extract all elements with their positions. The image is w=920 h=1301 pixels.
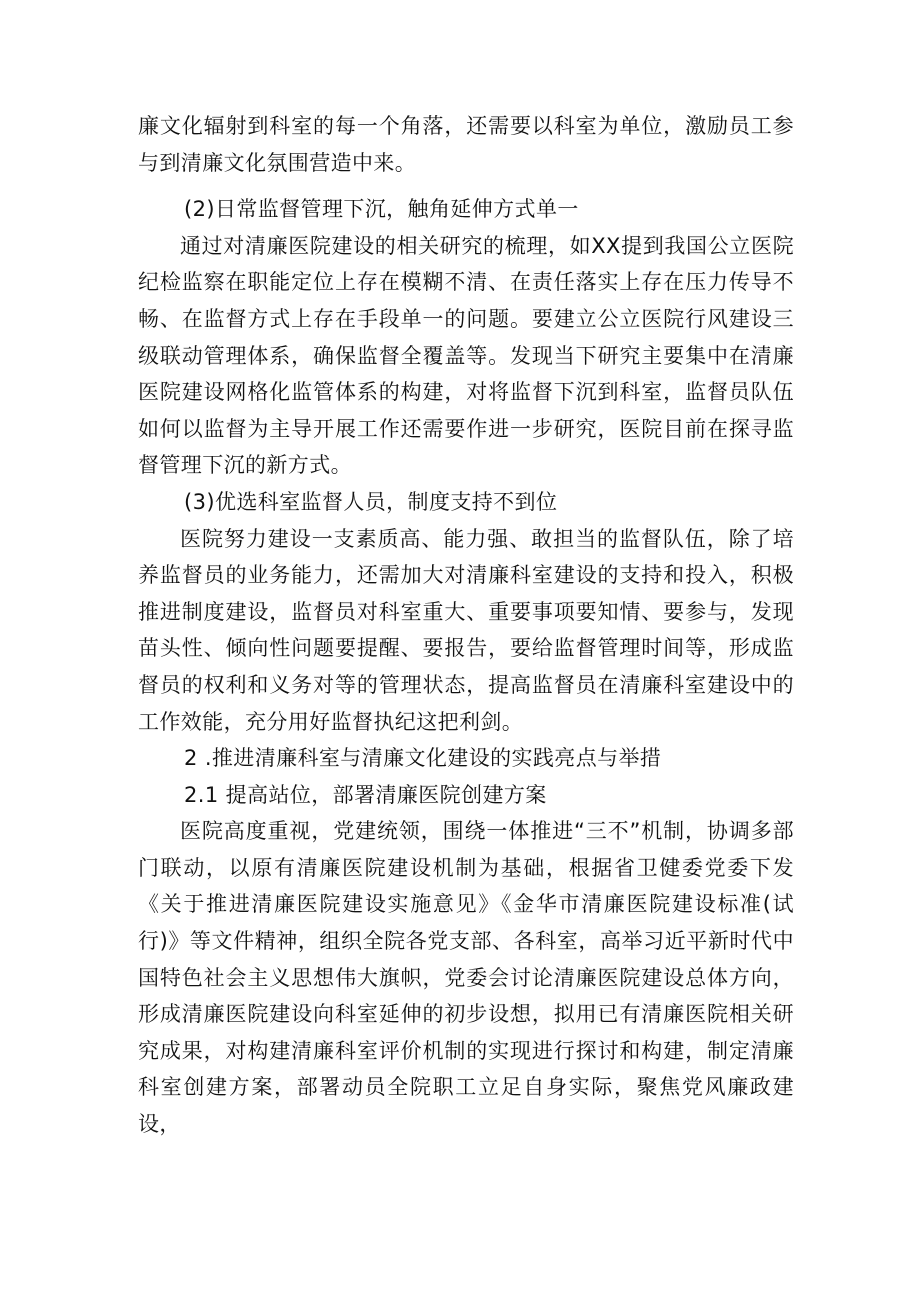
subsection-heading-2-1: 2.1 提高站位，部署清廉医院创建方案 (184, 782, 547, 807)
chapter-heading-2: 2 .推进清廉科室与清廉文化建设的实践亮点与举措 (184, 746, 662, 771)
section-heading-2: (2)日常监督管理下沉，触角延伸方式单一 (184, 197, 579, 222)
section-heading-3: (3)优选科室监督人员，制度支持不到位 (184, 489, 558, 514)
paragraph-deployment: 医院高度重视，党建统领，围绕一体推进“三不”机制，协调多部门联动，以原有清廉医院建设机制为基础，根据省卫健委党委下发《关于推进清廉医院建设实施意见》《金华市清廉医院建设标准(试行)》等文件精神，组织全院各党支部、各科室，高举习近平新时代中国特色社会主义思想伟大旗帜，党委会讨论清廉医院建设总体方向，形成清廉医院建设向科室延伸的初步设想，拟用已有清廉医院相关研究成果，对构建清廉科室评价机制的实现进行探讨和构建，制定清廉科室创建方案，部署动员全院职工立足自身实际，聚焦党风廉政建设， (138, 819, 794, 1137)
paragraph-supervisors: 医院努力建设一支素质高、能力强、敢担当的监督队伍，除了培养监督员的业务能力，还需加大对清廉科室建设的支持和投入，积极推进制度建设，监督员对科室重大、重要事项要知情、要参与，发现苗头性、倾向性问题要提醒、要报告，要给监督管理时间等，形成监督员的权利和义务对等的管理状态，提高监督员在清廉科室建设中的工作效能，充分用好监督执纪这把利剑。 (138, 526, 794, 734)
document-body (138, 108, 794, 1143)
paragraph-supervision: 通过对清廉医院建设的相关研究的梳理，如XX提到我国公立医院纪检监察在职能定位上存在模糊不清、在责任落实上存在压力传导不畅、在监督方式上存在手段单一的问题。要建立公立医院行风建设三级联动管理体系，确保监督全覆盖等。发现当下研究主要集中在清廉医院建设网格化监管体系的构建，对将监督下沉到科室，监督员队伍如何以监督为主导开展工作还需要作进一步研究，医院目前在探寻监督管理下沉的新方式。 (138, 233, 794, 478)
paragraph-continuation: 廉文化辐射到科室的每一个角落，还需要以科室为单位，激励员工参与到清廉文化氛围营造中来。 (138, 114, 794, 175)
